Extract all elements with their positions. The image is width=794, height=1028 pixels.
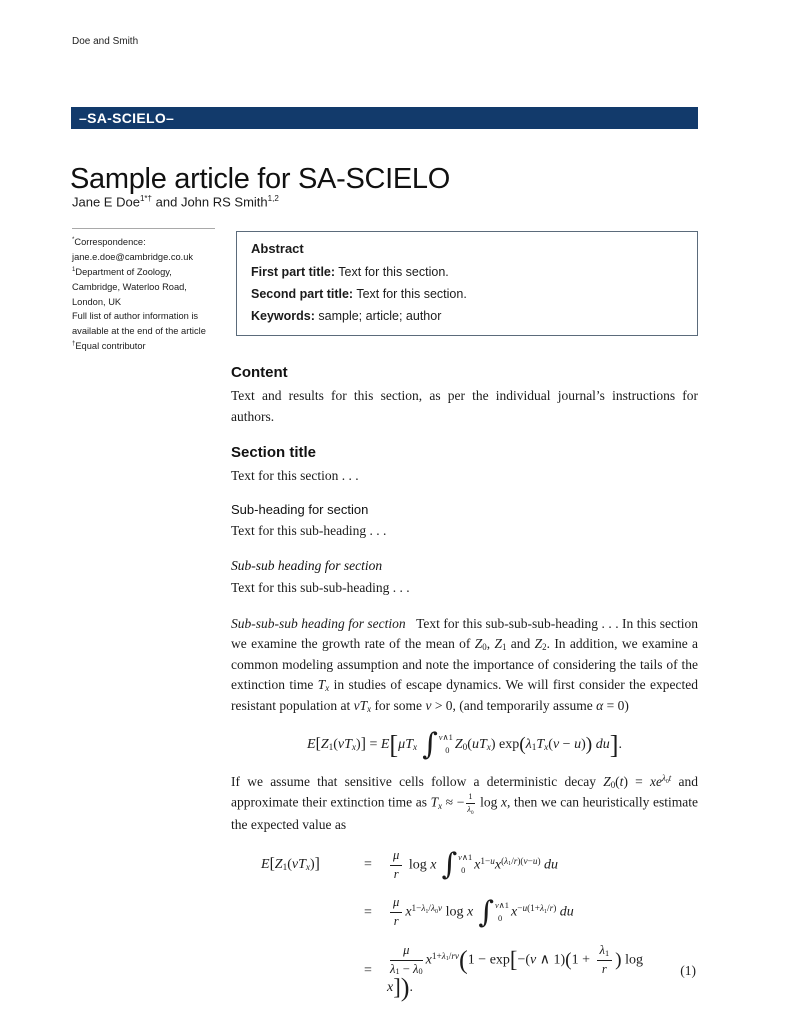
abstract-item [251,309,683,323]
correspondence-label: *Correspondence: [72,236,146,247]
affiliation-line: Cambridge, Waterloo Road, [72,281,187,292]
equation-row-2: $\frac{\mu}{r}$ $x^{1-\lambda_1/\lambda_0v}$ log x ∫ v∧1 0 $x^{-u(1+\lambda_1/r)}$ du [387,895,672,929]
affiliation-line: $^1$Department of Zoology, [72,266,172,277]
author-info-note: Full list of author information is [72,311,199,322]
banner [71,107,698,129]
correspondence-email: jane.e.doe@cambridge.co.uk [72,251,194,262]
equation-row-1: $\frac{\mu}{r}$ log x ∫ v∧1 0 $x^{1-u}x^{(\lambda_1/r)(v-u)}$ du [387,848,672,882]
sub-paragraph: Text for this sub-heading . . . [231,522,387,538]
author-line: Jane E Doe$^{1*\dagger}$ and John RS Smith$^{1,2}$ [72,194,279,210]
main-column [231,364,699,1003]
content-heading: Content [231,364,288,381]
equals-sign: = [364,904,372,920]
sub-heading: Sub-heading for section [231,501,369,517]
equation-lhs: $E[Z_1(vT_x)]$ [261,855,320,873]
sidebar-rule [72,228,215,229]
subsubsub-paragraph: Sub-sub-sub heading for section Text for this sub-sub-sub-heading . . . In this section we examine the growth rate of the mean of $Z_0$, $Z_1$ and $Z_2$. In addition, we examine a common modeling assumption and note the importance of considering the tails of the extinction time $T_x$ in studies of escape dynamics. We will first consider the expected resistant population at $vT_x$ for some v > 0, (and temporarily assume α = 0) [231,615,699,714]
subsub-paragraph: Text for this sub-sub-heading . . . [231,580,410,596]
content-paragraph: Text and results for this section, as per the individual journal’s instructions for authors. [231,388,698,424]
abstract-item-label: Second part title: [251,287,354,301]
abstract-item-text: Text for this section. [338,265,449,279]
equal-contributor-note: †Equal contributor [72,341,146,352]
abstract-item [251,287,683,301]
equals-sign: = [364,962,372,978]
running-head: Doe and Smith [72,36,139,47]
equation-array [261,847,698,1003]
equation-row-3: $\frac{\mu}{\lambda_1 - \lambda_0}$ $x^{1+\lambda_1/rv}(1 - \exp[-(v$ ∧ 1)(1 + $\frac{\lambda_1}{r}$ ) log x]). [387,942,643,1003]
equation-number: (1) [680,962,696,978]
section-paragraph: Text for this section . . . [231,468,359,484]
abstract-item-text: Text for this section. [356,287,467,301]
subsub-heading: Sub-sub heading for section [231,558,383,574]
affiliation-line: London, UK [72,296,122,307]
keywords-text: sample; article; author [318,309,442,323]
equals-sign: = [364,857,372,873]
article-title: Sample article for SA-SCIELO [70,163,451,196]
author-info-note: available at the end of the article [72,326,206,337]
abstract-box [236,231,698,336]
heuristic-paragraph: If we assume that sensitive cells follow a deterministic decay $Z_0(t) = xe^{\lambda_0t}$ and approximate their extinction time as $T_x$ ≈ − $\frac{1}{\lambda_0}$ log x, then we can heuristically estimate the expected value as [231,773,699,833]
abstract-item-label: First part title: [251,265,336,279]
banner-label: –SA-SCIELO– [79,110,175,126]
abstract-heading: Abstract [251,241,304,256]
keywords-label: Keywords: [251,309,315,323]
display-equation: $E[Z_1(vT_x)] = E[\mu T_x$ ∫ v∧1 0 $Z_0(uT_x) \exp(\lambda_1T_x(v - u))$ du]. [307,727,622,763]
abstract-item [251,265,683,279]
section-heading: Section title [231,444,317,462]
correspondence-block [72,235,232,354]
